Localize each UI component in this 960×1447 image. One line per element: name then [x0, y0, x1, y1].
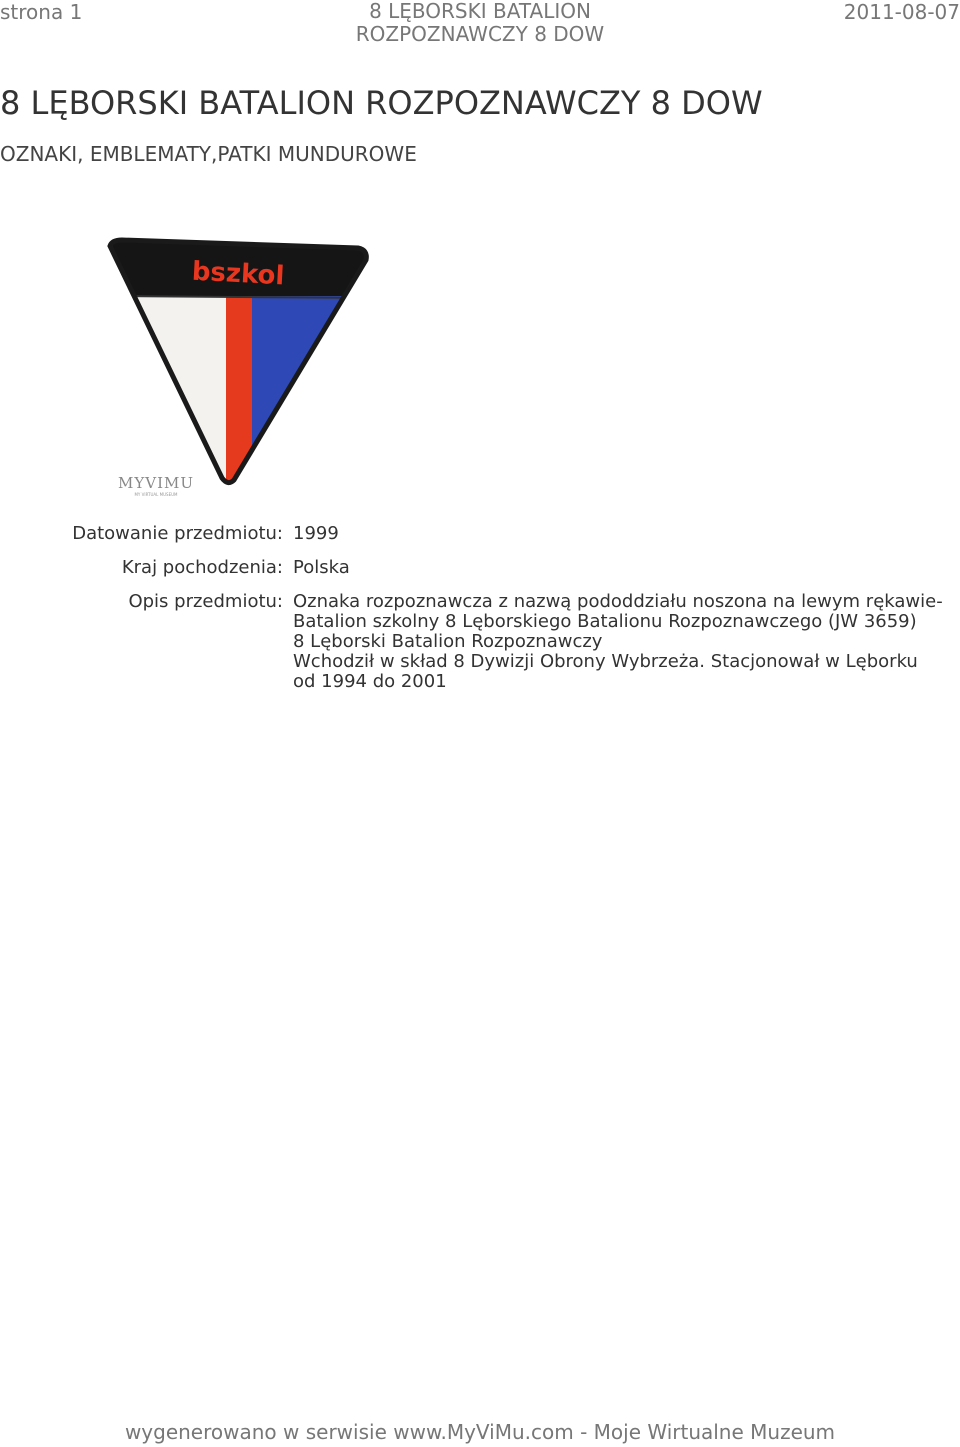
description-line: od 1994 do 2001	[293, 671, 447, 692]
description-line: Oznaka rozpoznawcza z nazwą pododdziału noszona na lewym rękawie-	[293, 591, 943, 612]
category-subtitle: OZNAKI, EMBLEMATY,PATKI MUNDUROWE	[0, 142, 417, 166]
header-title-line-2: ROZPOZNAWCZY 8 DOW	[355, 22, 605, 46]
detail-date	[0, 524, 960, 544]
detail-description-text	[293, 592, 953, 692]
description-line: Batalion szkolny 8 Lęborskiego Batalionu Rozpoznawczego (JW 3659)	[293, 611, 917, 632]
patch-label: bszkol	[191, 256, 286, 292]
header-title	[0, 0, 960, 46]
item-photo	[104, 236, 376, 498]
detail-description-label: Opis przedmiotu:	[128, 591, 283, 612]
description-line: Wchodził w skład 8 Dywizji Obrony Wybrzeża. Stacjonował w Lęborku	[293, 651, 918, 672]
detail-country-label: Kraj pochodzenia:	[121, 557, 283, 578]
detail-description	[0, 592, 960, 692]
watermark-tagline: MY VIRTUAL MUSEUM	[134, 492, 178, 497]
watermark-logo: MYVIMU	[117, 474, 195, 492]
description-line: 8 Lęborski Batalion Rozpoznawczy	[293, 631, 603, 652]
detail-date-label: Datowanie przedmiotu:	[72, 523, 283, 544]
detail-country-value: Polska	[293, 557, 350, 578]
page-number: strona 1	[0, 0, 83, 24]
item-details	[0, 524, 960, 706]
page-title: 8 LĘBORSKI BATALION ROZPOZNAWCZY 8 DOW	[0, 84, 763, 122]
header-title-line-1: 8 LĘBORSKI BATALION	[369, 0, 591, 23]
footer-credit: wygenerowano w serwisie www.MyViMu.com - Moje Wirtualne Muzeum	[124, 1420, 836, 1444]
patch-image	[104, 236, 376, 498]
detail-date-value: 1999	[293, 523, 339, 544]
header-date: 2011-08-07	[843, 0, 960, 24]
detail-country	[0, 558, 960, 578]
